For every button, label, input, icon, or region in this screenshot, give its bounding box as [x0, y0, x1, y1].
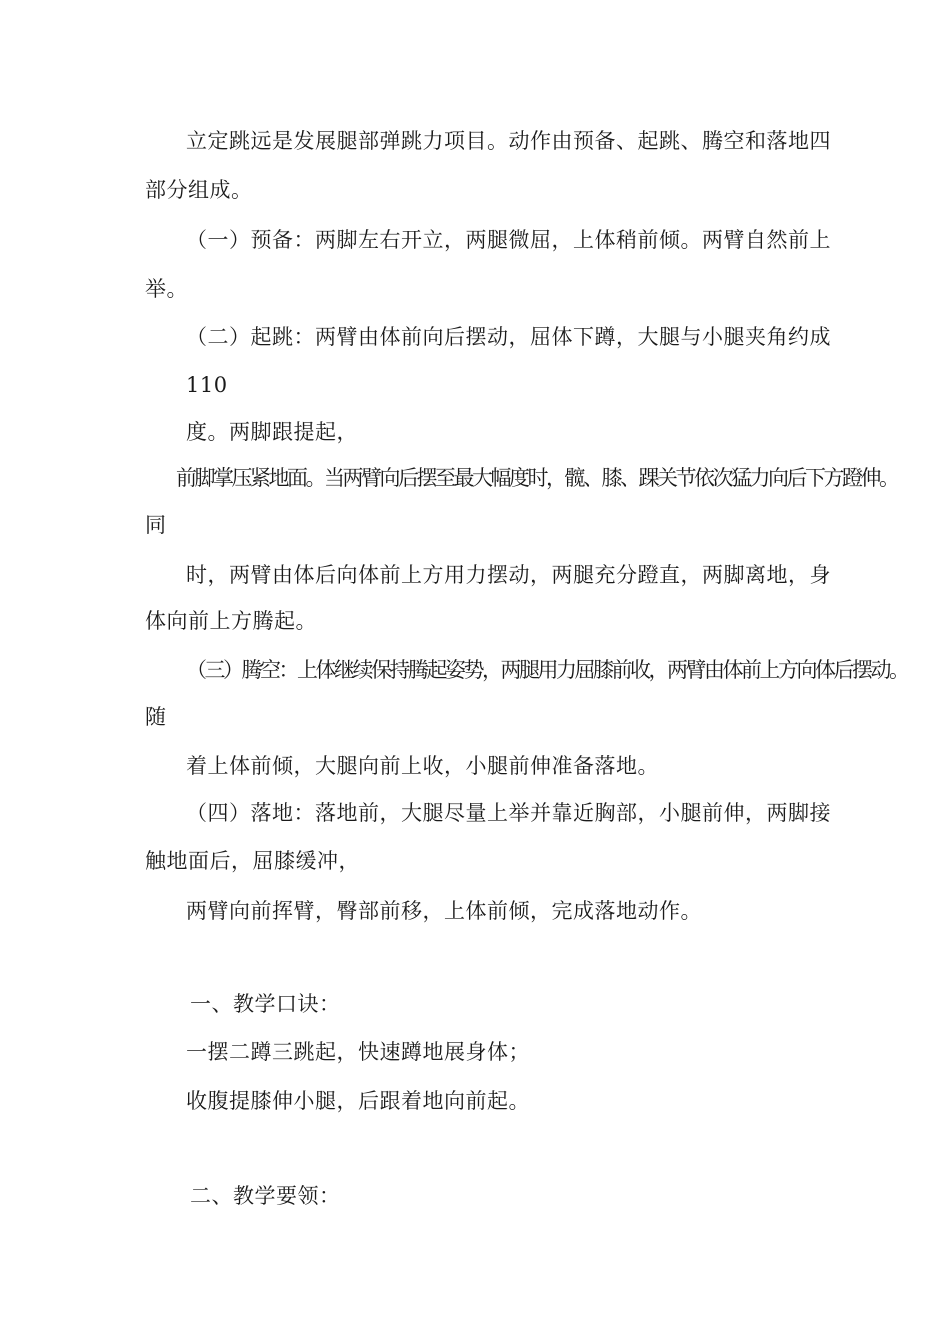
- takeoff-line-7: 体向前上方腾起。: [145, 609, 317, 633]
- formula-line-1: 一摆二蹲三跳起，快速蹲地展身体；: [186, 1040, 530, 1064]
- takeoff-line-4: 前脚掌压紧地面。当两臂向后摆至最大幅度时，髋、膝、踝关节依次猛力向后下方蹬伸。: [176, 466, 898, 490]
- landing-line-3: 两臂向前挥臂，臀部前移，上体前倾，完成落地动作。: [186, 899, 702, 923]
- takeoff-line-5: 同: [145, 513, 167, 537]
- landing-line-2: 触地面后，屈膝缓冲，: [145, 849, 360, 873]
- prep-line-2: 举。: [145, 277, 188, 301]
- prep-line-1: （一）预备：两脚左右开立，两腿微屈，上体稍前倾。两臂自然前上: [186, 228, 831, 252]
- formula-line-2: 收腹提膝伸小腿，后跟着地向前起。: [186, 1089, 530, 1113]
- flight-line-1: （三）腾空：上体继续保持腾起姿势，两腿用力屈膝前收，两臂由体前上方向体后摆动。: [186, 658, 908, 682]
- landing-line-1: （四）落地：落地前，大腿尽量上举并靠近胸部，小腿前伸，两脚接: [186, 801, 831, 825]
- takeoff-line-2: 110: [186, 373, 228, 397]
- section-heading-teaching-formula: 一、教学口诀：: [190, 992, 341, 1016]
- flight-line-2: 随: [145, 705, 167, 729]
- intro-line-1: 立定跳远是发展腿部弹跳力项目。动作由预备、起跳、腾空和落地四: [186, 129, 831, 153]
- section-heading-teaching-essentials: 二、教学要领：: [190, 1184, 341, 1208]
- takeoff-line-6: 时，两臂由体后向体前上方用力摆动，两腿充分蹬直，两脚离地，身: [186, 563, 831, 587]
- takeoff-line-1: （二）起跳：两臂由体前向后摆动，屈体下蹲，大腿与小腿夹角约成: [186, 325, 831, 349]
- intro-line-2: 部分组成。: [145, 178, 253, 202]
- takeoff-line-3: 度。两脚跟提起，: [186, 420, 358, 444]
- flight-line-3: 着上体前倾，大腿向前上收，小腿前伸准备落地。: [186, 754, 659, 778]
